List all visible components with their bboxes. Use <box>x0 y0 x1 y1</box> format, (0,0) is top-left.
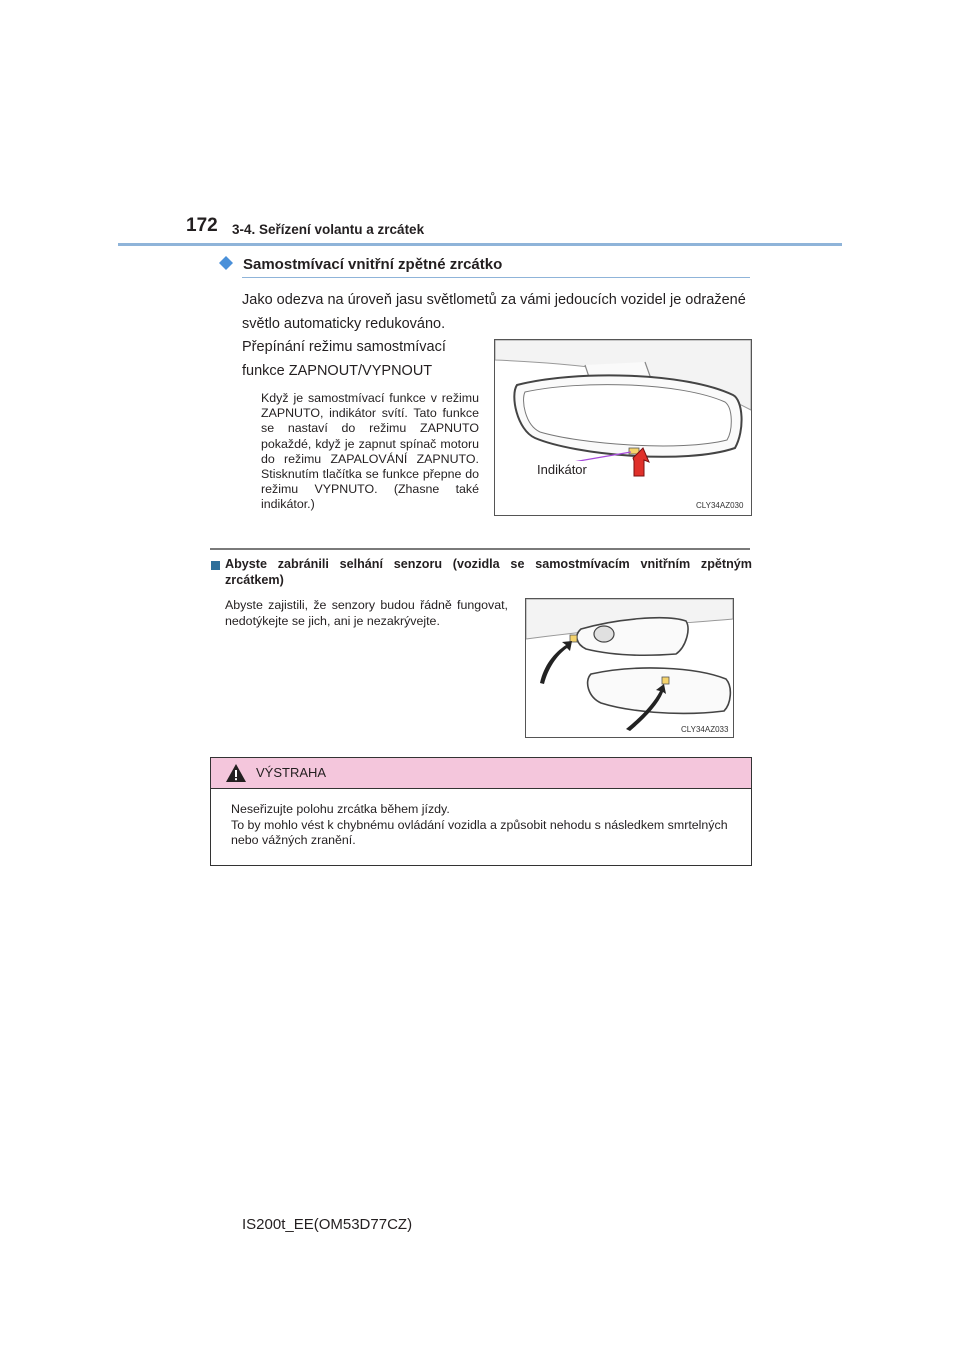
sensor-illustration <box>525 598 734 738</box>
switch-label: Přepínání režimu samostmívací funkce ZAPNOUT/VYPNOUT <box>242 339 446 379</box>
warning-box <box>210 757 752 866</box>
switch-note: Když je samostmívací funkce v režimu ZAPNUTO, indikátor svítí. Tato funkce se nastaví do režimu ZAPNUTO pokaždé, když je zapnut spínač motoru do režimu ZAPALOVÁNÍ ZAPNUTO. Stisknutím tlačítka se funkce přepne do režimu VYPNUTO. (Zhasne také indikátor.) <box>261 391 479 512</box>
arrow-icon <box>540 641 572 684</box>
warning-icon <box>226 764 246 782</box>
section-title: 3-4. Seřízení volantu a zrcátek <box>232 222 425 237</box>
section-rule <box>210 548 750 550</box>
warning-text <box>231 802 746 849</box>
warning-header <box>211 758 751 789</box>
footer-code: IS200t_EE(OM53D77CZ) <box>242 1216 413 1233</box>
subsection-heading: Samostmívací vnitřní zpětné zrcátko <box>243 256 503 273</box>
sensor-paragraph: Abyste zajistili, že senzory budou řádně fungovat, nedotýkejte se jich, ani je nezakrývejte. <box>225 598 508 628</box>
figure-code: CLY34AZ030 <box>696 501 744 510</box>
header-rule <box>118 243 842 246</box>
mirror-illustration <box>494 339 752 516</box>
warning-line: To by mohlo vést k chybnému ovládání vozidla a způsobit nehodu s následkem smrtelných nebo vážných zranění. <box>231 817 728 847</box>
subsection-rule <box>242 277 750 278</box>
page-number: 172 <box>186 215 218 236</box>
square-bullet-icon <box>211 561 220 570</box>
figure-code: CLY34AZ033 <box>681 725 729 734</box>
warning-title: VÝSTRAHA <box>256 765 327 780</box>
intro-paragraph: Jako odezva na úroveň jasu světlometů za vámi jedoucích vozidel je odražené světlo automaticky redukováno. <box>242 292 746 332</box>
warning-line: Neseřizujte polohu zrcátka během jízdy. <box>231 802 450 816</box>
sensor-heading: Abyste zabránili selhání senzoru (vozidla se samostmívacím vnitřním zpětným zrcátkem) <box>225 557 752 587</box>
indicator-callout: Indikátor <box>537 462 587 477</box>
diamond-bullet-icon <box>219 256 233 270</box>
mirror-drawing <box>495 340 751 515</box>
sensor-drawing <box>526 599 733 737</box>
